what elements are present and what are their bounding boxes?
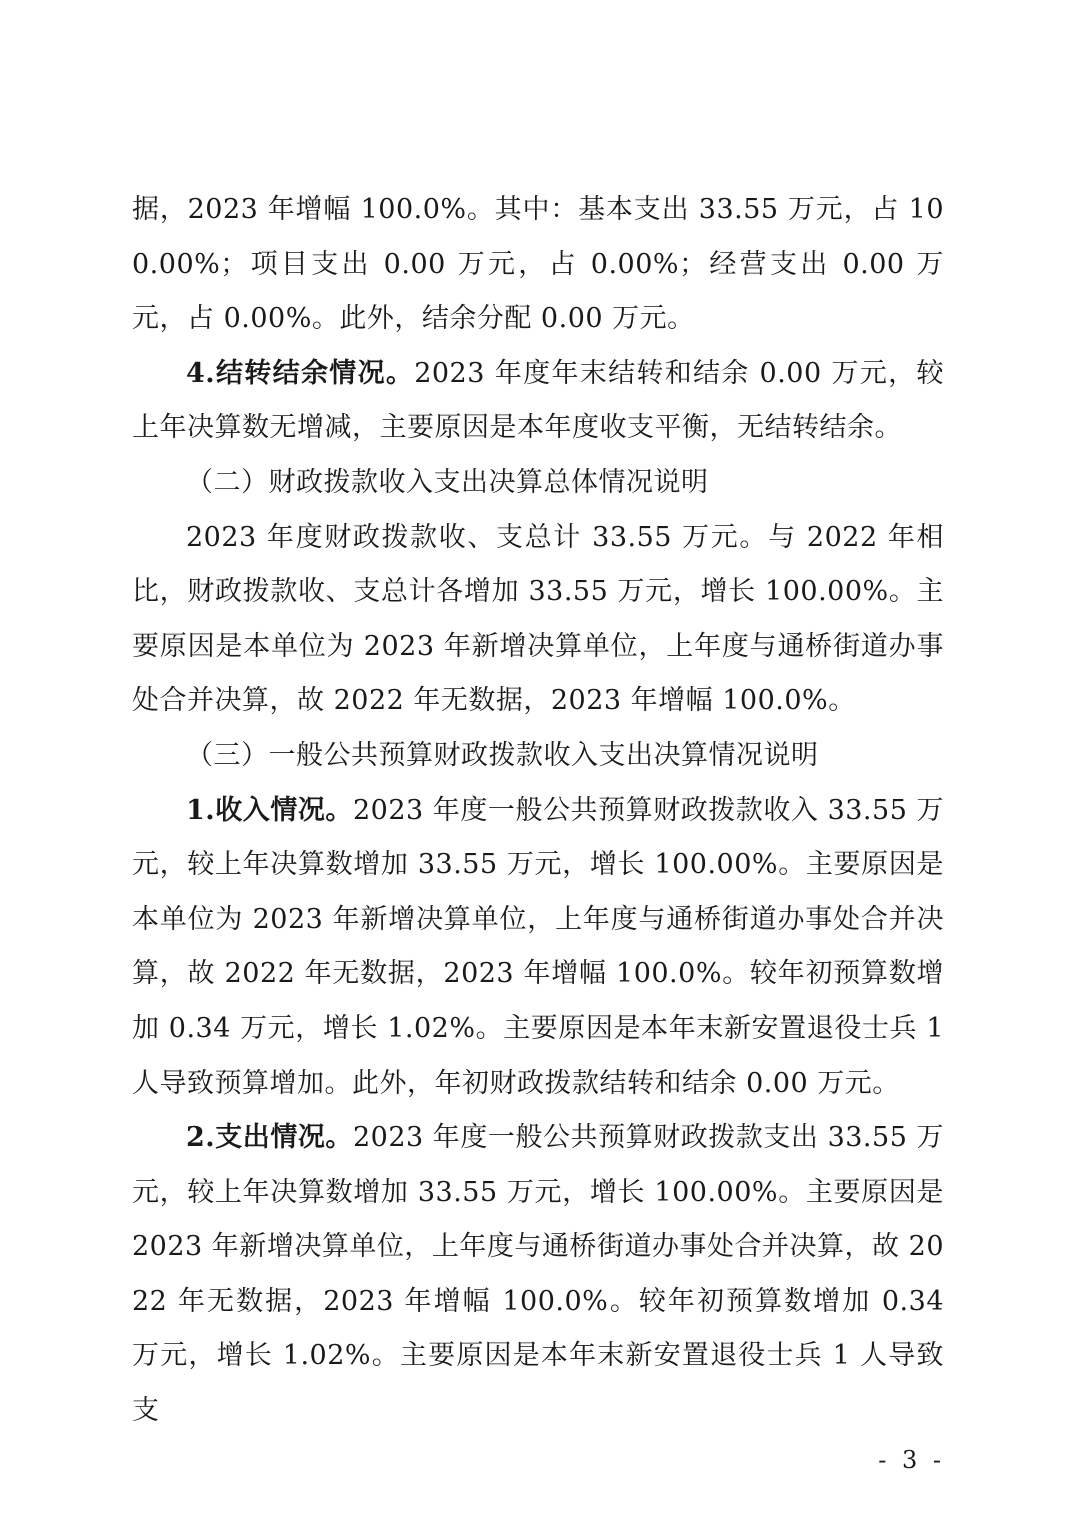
paragraph-expenditure	[132, 1111, 944, 1439]
heading-text: （三）一般公共预算财政拨款收入支出决算情况说明	[186, 739, 819, 771]
paragraph-fiscal-overview	[132, 511, 944, 729]
paragraph-lead: 1.收入情况。	[186, 794, 353, 826]
paragraph-continuation	[132, 183, 944, 347]
paragraph-income	[132, 784, 944, 1112]
paragraph-lead: 4.结转结余情况。	[186, 357, 415, 389]
heading-text: （二）财政拨款收入支出决算总体情况说明	[186, 466, 709, 498]
document-body	[132, 183, 944, 1439]
paragraph-text: 据，2023 年增幅 100.0%。其中：基本支出 33.55 万元，占 100.00%；项目支出 0.00 万元，占 0.00%；经营支出 0.00 万元，占 0.00%。此外，结余分配 0.00 万元。	[132, 194, 944, 335]
paragraph-text: 2023 年度一般公共预算财政拨款支出 33.55 万元，较上年决算数增加 33.55 万元，增长 100.00%。主要原因是 2023 年新增决算单位，上年度与通桥街道办事处合并决算，故 2022 年无数据，2023 年增幅 100.0%。较年初预算数增加 0.34 万元，增长 1.02%。主要原因是本年末新安置退役士兵 1 人导致支	[132, 1122, 944, 1427]
paragraph-text: 2023 年度年末结转和结余 0.00 万元，较上年决算数无增减，主要原因是本年度收支平衡，无结转结余。	[132, 357, 944, 444]
paragraph-text: 2023 年度一般公共预算财政拨款收入 33.55 万元，较上年决算数增加 33.55 万元，增长 100.00%。主要原因是本单位为 2023 年新增决算单位，上年度与通桥街道办事处合并决算，故 2022 年无数据，2023 年增幅 100.0%。较年初预算数增加 0.34 万元，增长 1.02%。主要原因是本年末新安置退役士兵 1 人导致预算增加。此外，年初财政拨款结转和结余 0.00 万元。	[132, 794, 944, 1099]
page-number: - 3 -	[878, 1446, 945, 1474]
paragraph-carryover-balance	[132, 347, 944, 456]
paragraph-lead: 2.支出情况。	[186, 1122, 353, 1154]
section-heading-general-budget	[132, 729, 944, 784]
section-heading-fiscal-overview	[132, 456, 944, 511]
paragraph-text: 2023 年度财政拨款收、支总计 33.55 万元。与 2022 年相比，财政拨款收、支总计各增加 33.55 万元，增长 100.00%。主要原因是本单位为 2023 年新增决算单位，上年度与通桥街道办事处合并决算，故 2022 年无数据，2023 年增幅 100.0%。	[132, 521, 944, 717]
